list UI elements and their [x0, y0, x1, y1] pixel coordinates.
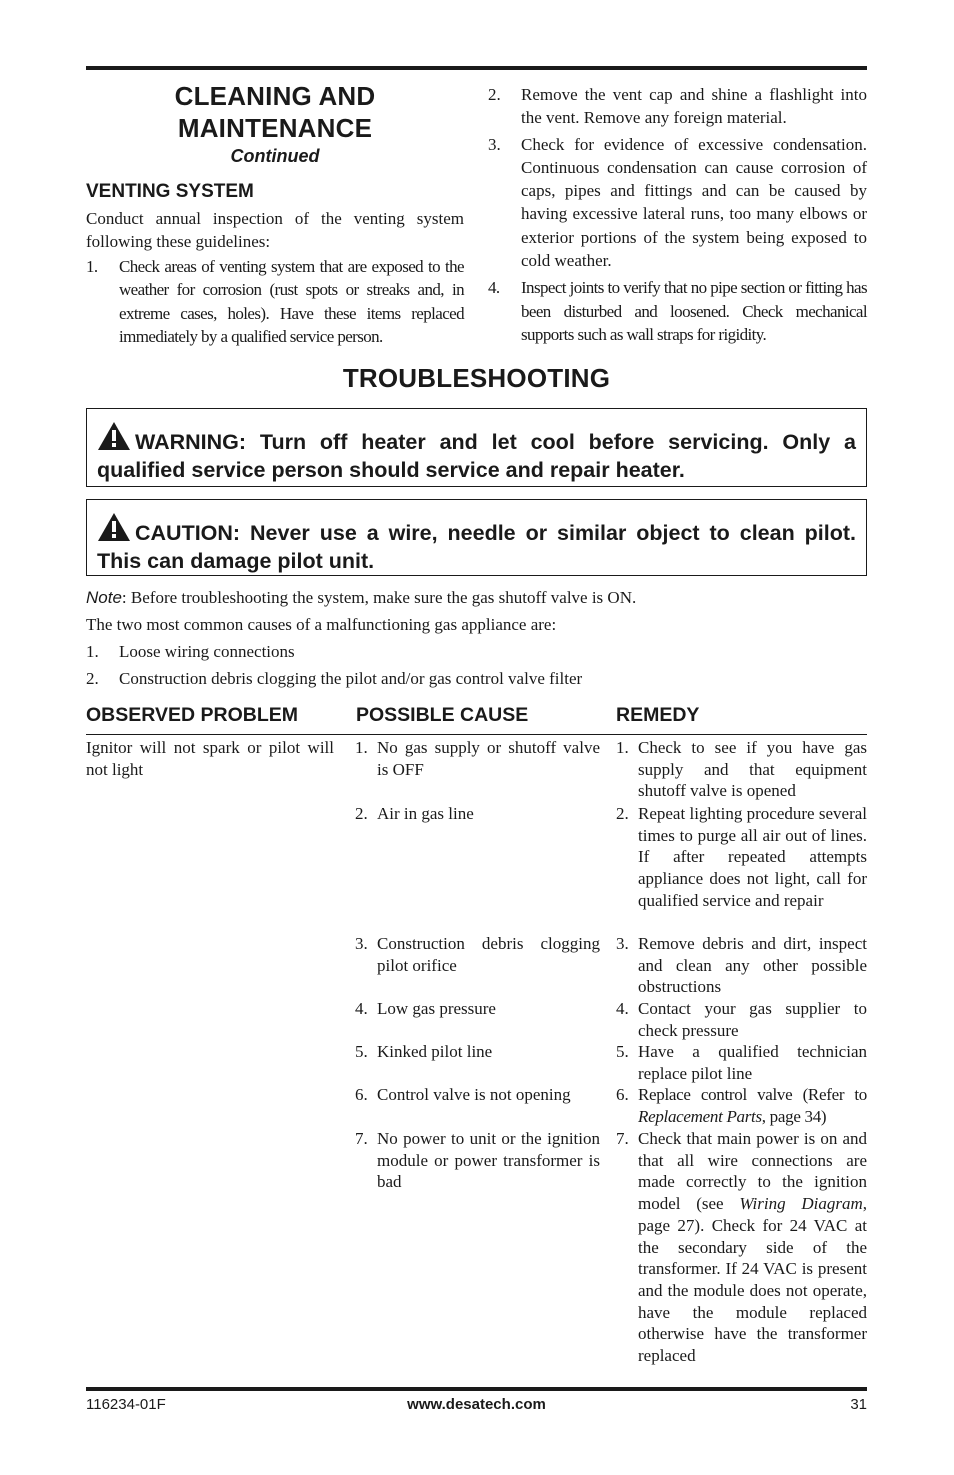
replacement-parts-reference: Replacement Parts	[638, 1106, 762, 1126]
cause-text: Air in gas line	[377, 804, 474, 823]
remedy-text-part: , page 34)	[761, 1106, 827, 1126]
remedy-number: 3.	[616, 934, 629, 953]
bottom-rule	[86, 1387, 867, 1391]
item-number: 2.	[86, 669, 99, 688]
venting-step	[488, 276, 867, 346]
venting-step	[488, 83, 867, 130]
step-text: Check for evidence of excessive condensation. Continuous condensation can cause corrosion of caps, pipes and fittings and can be caused by having excessive lateral runs, too many elbows or exterior portions of the system being exposed to cold weather.	[521, 134, 867, 271]
cause-number: 2.	[355, 804, 368, 823]
remedy-text	[638, 1084, 867, 1127]
remedy-item	[616, 1128, 867, 1367]
note-text: : Before troubleshooting the system, make sure the gas shutoff valve is ON.	[121, 588, 637, 607]
note-line	[86, 584, 867, 611]
cause-item	[355, 737, 600, 780]
cause-text: Low gas pressure	[377, 999, 496, 1018]
venting-step	[488, 133, 867, 273]
header-remedy: REMEDY	[616, 704, 700, 726]
remedy-number: 5.	[616, 1042, 629, 1061]
cause-text: Control valve is not opening	[377, 1085, 571, 1104]
cause-number: 4.	[355, 999, 368, 1018]
problem-cell: Ignitor will not spark or pilot will not light	[86, 738, 334, 779]
remedy-text: Have a qualified technician replace pilot line	[638, 1042, 867, 1083]
remedy-text: Check to see if you have gas supply and that equipment shutoff valve is opened	[638, 738, 867, 801]
remedy-item	[616, 737, 867, 802]
remedy-number: 7.	[616, 1129, 629, 1148]
table-header	[86, 704, 867, 735]
cause-item	[355, 933, 600, 976]
troubleshooting-title: TROUBLESHOOTING	[342, 363, 611, 393]
cause-item	[355, 1084, 600, 1106]
venting-steps-left	[86, 255, 464, 348]
cause-text: Kinked pilot line	[377, 1042, 493, 1061]
remedy-text: Repeat lighting procedure several times to purge all air out of lines. If after repeated attempts appliance does not light, call for qualified service and repair	[638, 804, 867, 910]
venting-intro: Conduct annual inspection of the venting system following these guidelines:	[86, 209, 464, 251]
remedy-number: 1.	[616, 738, 629, 757]
title-line-1: CLEANING AND	[174, 81, 376, 111]
item-number: 1.	[86, 642, 99, 661]
right-column	[488, 83, 867, 346]
step-text: Check areas of venting system that are exposed to the weather for corrosion (rust spots or streaks and, in extreme cases, holes). Have these items replaced immediately by a qualified service person.	[119, 257, 464, 346]
cause-item	[355, 998, 600, 1020]
remedy-text-part: Replace control valve (Refer to	[638, 1085, 867, 1104]
remedy-item	[616, 803, 867, 912]
title-line-2: MAINTENANCE	[177, 113, 373, 143]
cause-text: No power to unit or the ignition module or power transformer is bad	[377, 1129, 600, 1192]
header-possible-cause: POSSIBLE CAUSE	[356, 704, 529, 726]
left-column	[86, 80, 464, 348]
remedy-number: 2.	[616, 804, 629, 823]
venting-steps-right	[488, 83, 867, 346]
remedy-number: 4.	[616, 999, 629, 1018]
item-text: Construction debris clogging the pilot and/or gas control valve filter	[119, 669, 583, 688]
remedy-item	[616, 1041, 867, 1084]
warning-triangle-icon	[97, 421, 131, 451]
caution-triangle-icon	[97, 512, 131, 542]
website-link[interactable]: www.desatech.com	[407, 1396, 546, 1413]
remedy-item	[616, 1084, 867, 1127]
caution-text: CAUTION: Never use a wire, needle or similar object to clean pilot. This can damage pilot unit.	[97, 521, 856, 573]
remedy-item	[616, 933, 867, 998]
remedy-text-part: Check that main power is on and that all wire connections are made correctly to the ignition model (see	[638, 1129, 867, 1214]
remedy-text: Contact your gas supplier to check pressure	[638, 999, 867, 1040]
cause-number: 5.	[355, 1042, 368, 1061]
cause-text: Construction debris clogging pilot orifice	[377, 934, 600, 975]
caution-box	[86, 499, 867, 576]
step-text: Inspect joints to verify that no pipe section or fitting has been disturbed and loosened. Check mechanical supports such as wall straps for rigidity.	[521, 278, 867, 344]
cause-item	[355, 803, 600, 825]
wiring-diagram-reference: Wiring Diagram	[739, 1194, 863, 1214]
remedy-text	[638, 1128, 867, 1367]
note-label: Note	[86, 588, 122, 607]
venting-step	[86, 255, 464, 348]
doc-number: 116234-01F	[86, 1396, 166, 1413]
remedy-text: Remove debris and dirt, inspect and clean any other possible obstructions	[638, 934, 867, 997]
remedy-text-part: , page 27). Check for 24 VAC at the secondary side of the transformer. If 24 VAC is present and the module does not operate, have the module replaced otherwise have the transformer replaced	[638, 1194, 867, 1366]
step-text: Remove the vent cap and shine a flashlight into the vent. Remove any foreign material.	[521, 85, 867, 128]
item-text: Loose wiring connections	[119, 642, 295, 661]
common-causes-intro: The two most common causes of a malfunctioning gas appliance are:	[86, 615, 557, 634]
remedy-item	[616, 998, 867, 1041]
section-title	[86, 80, 464, 144]
common-cause-item	[86, 665, 867, 692]
cause-number: 3.	[355, 934, 368, 953]
cause-text: No gas supply or shutoff valve is OFF	[377, 738, 600, 779]
top-rule	[86, 66, 867, 70]
troubleshooting-notes	[86, 584, 867, 692]
step-number: 3.	[488, 134, 501, 154]
step-number: 1.	[86, 257, 98, 276]
continued-label: Continued	[230, 146, 320, 166]
common-cause-item	[86, 638, 867, 665]
header-observed-problem: OBSERVED PROBLEM	[86, 704, 299, 726]
step-number: 4.	[488, 278, 500, 298]
cause-item	[355, 1041, 600, 1063]
cause-number: 1.	[355, 738, 368, 757]
cause-number: 7.	[355, 1129, 368, 1148]
cause-item	[355, 1128, 600, 1193]
remedy-number: 6.	[616, 1085, 629, 1104]
page-number: 31	[850, 1396, 867, 1413]
cause-number: 6.	[355, 1085, 368, 1104]
warning-text: WARNING: Turn off heater and let cool before servicing. Only a qualified service person should service and repair heater.	[97, 430, 856, 482]
venting-heading: VENTING SYSTEM	[86, 181, 254, 202]
warning-box	[86, 408, 867, 487]
step-number: 2.	[488, 85, 501, 104]
